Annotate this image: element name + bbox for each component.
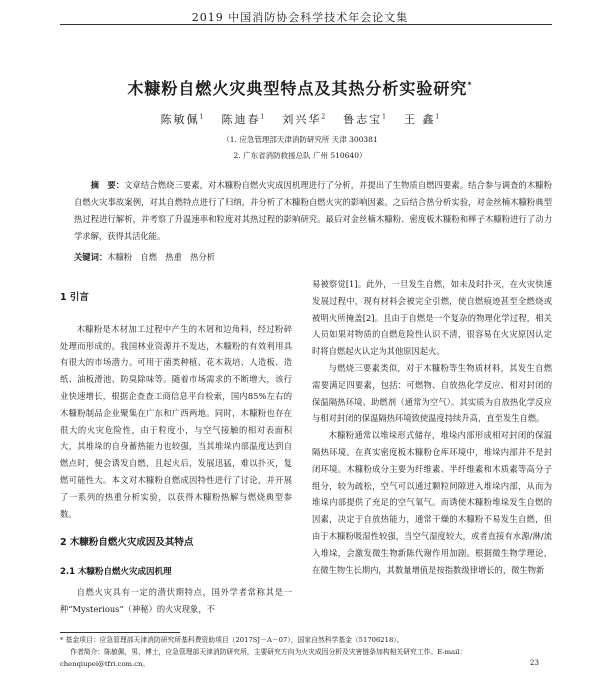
- author: [282, 113, 325, 126]
- section-1-heading: 1 引言: [60, 292, 89, 303]
- author-affiliation-mark: 1: [199, 113, 204, 121]
- right-paragraph-1: 易被察觉[1]。此外，一旦发生自燃，如未及时扑灭，在火灾快速发展过程中，现有材料会被完全引燃，使自燃痕迹甚至全燃烧或被明火所掩盖[2]。且由于自燃是一个复杂的物理化学过程，相关人员如果对物质的自燃危险性认识不清，很容易在火灾原因认定时将自燃起火认定为其他原因起火。: [312, 279, 552, 357]
- author: [404, 113, 439, 126]
- author-affiliation-mark: 2: [321, 113, 326, 121]
- keywords: [74, 251, 552, 263]
- footnote-divider: [60, 632, 180, 633]
- right-paragraph-3: 木糠粉通常以堆垛形式储存，堆垛内部形成相对封闭的保温隔热环境。在真实密度板木糠粉仓库环境中，堆垛内部并不是封闭环境。木糠粉成分主要为纤维素、半纤维素和木质素等高分子组分，较为疏松，空气可以通过颗粒间隙进入堆垛内部，从而为堆垛内部提供了充足的空气氧气。而诱使木糠粉堆垛发生自燃的因素，决定于自放热能力，通常干燥的木糠粉不易发生自燃，但由于木糠粉吸湿性较强，当空气湿度较大，或者直接有水源/淋/流入堆垛，会激发微生物新陈代谢作用加剧。根据微生物学理论，在微生物生长期内，其数量增值是按指数级律增长的，微生物新: [312, 430, 552, 575]
- affiliation-line-2: 2. 广东省消防救援总队 广州 510640）: [233, 151, 367, 160]
- section-2-heading: 2 木糠粉自燃火灾成因及其特点: [60, 537, 194, 549]
- section-2-1-paragraph: 自燃火灾具有一定的潜伏期特点，国外学者常称其是一种“Mysterious”（神秘）的火灾现象，不: [60, 586, 292, 614]
- author-affiliation-mark: 1: [435, 113, 440, 121]
- paper-title: [0, 76, 600, 99]
- title-text: 木糠粉自燃火灾典型特点及其热分析实验研究: [127, 79, 468, 98]
- affiliation-line-1: （1. 应急管理部天津消防研究所 天津 300381: [222, 135, 378, 144]
- footnote-author-bio: 作者简介：陈敏佩，男，博士，应急管理部天津消防研究所，主要研究方向为火灾成因分析及灾害链条加构相关研究工作。E-mail：: [70, 648, 467, 656]
- footnote-funding: * 基金项目：应急管理部天津消防研究所基科费资助项目（2017SJ－A－07），国家自然科学基金（51706218）。: [60, 636, 404, 644]
- author-affiliation-mark: 1: [382, 113, 386, 121]
- title-footnote-mark: *: [467, 80, 473, 90]
- author-name: 王 鑫: [403, 113, 436, 126]
- footnote-email: chenqiupei@tfri.com.cn。: [60, 660, 150, 668]
- author: [222, 113, 265, 126]
- author: [343, 113, 386, 126]
- header-divider: [60, 24, 552, 25]
- author: [161, 113, 204, 126]
- author-name: 鲁志宝: [343, 113, 383, 126]
- author-affiliation-mark: 1: [260, 113, 265, 121]
- author-name: 陈敏佩: [160, 113, 200, 126]
- running-header: 2019 中国消防协会科学技术年会论文集: [191, 11, 409, 24]
- section-1-paragraph: 木糠粉是木材加工过程中产生的木屑和边角料，经过粉碎处理而形成的。我国林业资源并不发达，木糠粉的有效利用具有很大的市场潜力。可用于菌类种植、花木栽培、人造板、造纸、油板滑池、防臭除味等。随着市场需求的不断增大，该行业快速增长，根据企查查工商信息平台检索，国内85%左右的木糠粉制品企业聚集在广东和广西两地。同时，木糠粉也存在很大的火灾危险性，由于粒度小，与空气接触的相对表面积大，其堆垛的自身蓄热能力也较强，当其堆垛内部温度达到自燃点时，便会诱发自燃，且起火后，发展迅猛，难以扑灭，复燃可能性大。本文对木糠粉自燃成因特性进行了讨论，并开展了一系列的热重分析实验，以获得木糠粉热解与燃烧典型参数。: [60, 323, 292, 519]
- keywords-text: 木糠粉 自燃 热重 热分析: [107, 252, 216, 262]
- author-name: 陈迪春: [221, 113, 261, 126]
- abstract-text: 文章结合燃烧三要素，对木糠粉自燃火灾成因机理进行了分析，并提出了生物质自燃四要素。结合参与调查的木糠粉自燃火灾事故案例，对其自燃特点进行了归纳，并分析了木糠粉自燃火灾的影响因素。之后结合热分析实验，对金丝楠木糠粉典型热过程进行解析，并考察了升温速率和粒度对其热过程的影响研究。最后对金丝楠木糠粉、密度板木糠粉和榉子木糠粉进行了动力学求解，获得其活化能。: [74, 180, 552, 241]
- author-list: [0, 111, 600, 127]
- section-2-1-heading: 2.1 木糠粉自燃火灾成因机理: [60, 567, 172, 578]
- abstract-label: 摘 要：: [90, 180, 125, 190]
- right-paragraph-2: 与燃烧三要素类似，对于木糠粉等生物质材料，其发生自燃需要满足四要素，包括：可燃物、自放热化学反应、相对封闭的保温隔热环境、助燃剂（通常为空气）。其实质为自放热化学反应与相对封闭的保温隔热环境致使温度持续升高，直至发生自燃。: [312, 362, 552, 424]
- abstract: [74, 177, 552, 245]
- left-column: [60, 290, 292, 618]
- page-number: 23: [530, 659, 539, 667]
- right-column: [312, 276, 552, 578]
- keywords-label: 关键词：: [74, 252, 108, 262]
- author-name: 刘兴华: [282, 113, 322, 126]
